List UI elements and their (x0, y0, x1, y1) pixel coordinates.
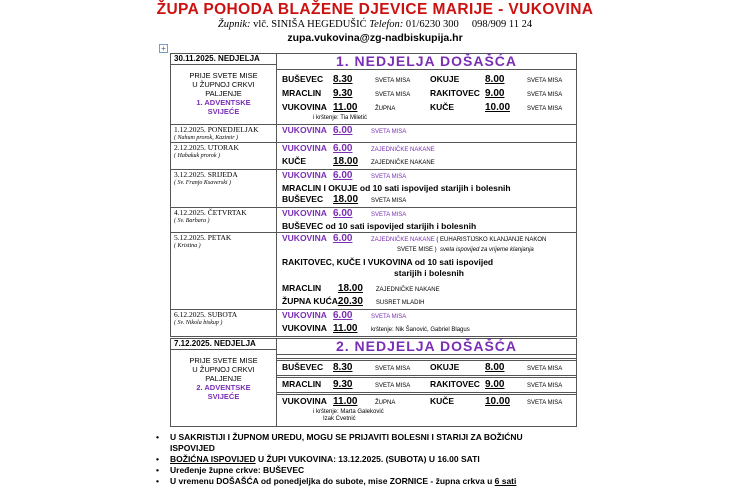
description: SVETA MISA (525, 377, 576, 394)
pastor-name: vlč. SINIŠA HEGEDUŠIĆ (253, 19, 367, 30)
mass-row (277, 156, 576, 169)
description: SVETA MISA (527, 106, 563, 112)
time: 11.00 (333, 394, 373, 410)
thursday-row (171, 208, 577, 233)
time: 9.30 (333, 377, 373, 394)
place: RAKITOVEC (430, 88, 480, 98)
wednesday-row (171, 170, 577, 208)
confession-line: BUŠEVEC od 10 sati ispovijed starijih i bolesnih (282, 221, 477, 231)
description: SVETA MISA (373, 377, 425, 394)
wednesday-date: 3.12.2025. SRIJEDA (174, 170, 238, 179)
description: ZAJEDNIČKE NAKANE (371, 160, 435, 166)
place: OKUJE (430, 74, 460, 84)
week2-right (277, 338, 577, 427)
tuesday-grid (277, 143, 576, 169)
week2-baptism-note: i krštenje: Marta Galeković (313, 409, 384, 415)
place: ŽUPNA KUĆA (282, 296, 338, 306)
description (369, 233, 576, 246)
time: 9.00 (485, 377, 525, 394)
label-line: PRIJE SVETE MISE (189, 71, 258, 80)
wednesday-saint: ( Sv. Franjo Ksaverski ) (174, 180, 232, 186)
description: SVETA MISA (527, 78, 563, 84)
confession-line: RAKITOVEC, KUČE I VUKOVINA od 10 sati ispovijed (282, 257, 494, 267)
phone-1: 01/6230 300 (405, 19, 459, 30)
place: VUKOVINA (277, 394, 333, 410)
place: VUKOVINA (282, 102, 327, 112)
bullet-icon: • (156, 454, 159, 464)
place: VUKOVINA (282, 125, 327, 135)
announcement-item (150, 454, 590, 465)
description: SVETA MISA (525, 360, 576, 377)
time: 10.00 (485, 394, 525, 410)
time: 6.00 (333, 170, 353, 181)
week1-label (171, 65, 276, 116)
mass-row (277, 233, 576, 246)
thursday-saint: ( Sv. Barbara ) (174, 218, 210, 224)
description-extra: ( EUHARISTIJSKO KLANJANJE NAKON (436, 237, 547, 243)
place: RAKITOVEC (425, 377, 485, 394)
mass-row (277, 394, 576, 410)
pastor-label: Župnik: (217, 19, 251, 30)
description: SVETA MISA (371, 198, 407, 204)
description: SVETA MISA (525, 394, 576, 410)
label-line: SVIJEĆE (207, 392, 240, 401)
phone-2: 098/909 11 24 (471, 19, 533, 30)
wednesday-grid-2 (277, 194, 576, 207)
week1-baptism-note: i krštenje: Tia Miletić (313, 115, 368, 121)
description: SUSRET MLADIH (375, 300, 425, 306)
label-line: PALJENJE (205, 89, 242, 98)
description: SVETA MISA (375, 92, 411, 98)
monday-date: 1.12.2025. PONEDJELJAK (174, 125, 259, 134)
announcements-list (150, 432, 590, 487)
description: krštenje: Nik Šanović, Gabriel Blagus (371, 327, 470, 333)
description: SVETA MISA (527, 92, 563, 98)
label-line: 1. ADVENTSKE (196, 98, 251, 107)
place: VUKOVINA (282, 233, 327, 243)
thursday-date: 4.12.2025. ČETVRTAK (174, 208, 247, 217)
place: BUŠEVEC (282, 74, 324, 84)
mass-row (277, 101, 576, 115)
tuesday-left (171, 143, 277, 170)
announcement-item (150, 476, 590, 487)
place: OKUJE (425, 360, 485, 377)
monday-left (171, 125, 277, 143)
friday-right (277, 233, 577, 310)
week2-row (171, 338, 577, 427)
description: SVETA MISA (371, 212, 407, 218)
week1-heading: 1. NEDJELJA DOŠAŠĆA (277, 54, 576, 70)
place: KUČE (282, 156, 307, 166)
tuesday-date: 2.12.2025. UTORAK (174, 143, 239, 152)
announcement-text: U ŽUPI VUKOVINA: 13.12.2025. (SUBOTA) U 16.00 SATI (255, 454, 480, 464)
time: 6.00 (333, 143, 353, 154)
week2-mass-grid (277, 358, 576, 409)
time: 10.00 (485, 102, 511, 113)
saturday-grid (277, 310, 576, 336)
week2-heading: 2. NEDJELJA DOŠAŠĆA (277, 339, 576, 355)
page-header (0, 0, 750, 45)
week2-baptism-note-2: Izak Cvetnić (323, 416, 356, 422)
place: MRACLIN (282, 88, 322, 98)
mass-row (277, 87, 576, 101)
announcement-highlight: 6 sati (494, 476, 517, 486)
thursday-right (277, 208, 577, 233)
place: KUČE (425, 394, 485, 410)
place: VUKOVINA (282, 323, 327, 333)
time: 6.00 (333, 208, 353, 219)
confession-line: MRACLIN I OKUJE od 10 sati ispovijed starijih i bolesnih (282, 183, 511, 193)
mass-row (277, 377, 576, 394)
friday-adoration-note (277, 246, 576, 254)
time: 6.00 (333, 125, 353, 136)
description: ZAJEDNIČKE NAKANE (375, 287, 440, 293)
mass-row (277, 73, 576, 87)
description: SVETA MISA (373, 360, 425, 377)
mass-row (277, 296, 576, 309)
description: ŽUPNA (375, 106, 396, 112)
saturday-row (171, 310, 577, 338)
description: ŽUPNA (373, 394, 425, 410)
place: MRACLIN (277, 377, 333, 394)
tuesday-right (277, 143, 577, 170)
announcement-text: U SAKRISTIJI I ŽUPNOM UREDU, MOGU SE PRIJAVITI BOLESNI I STARIJI ZA BOŽIĆNU (170, 432, 523, 442)
place: KUČE (430, 102, 455, 112)
parish-title: ŽUPA POHODA BLAŽENE DJEVICE MARIJE - VUKOVINA (156, 1, 594, 18)
monday-row (171, 125, 577, 143)
time: 8.30 (333, 360, 373, 377)
time: 11.00 (333, 323, 358, 334)
time: 11.00 (333, 102, 358, 113)
phone-label: Telefon: (369, 19, 404, 30)
bullet-icon: • (156, 476, 159, 486)
monday-saint: ( Nahum prorok, Kazimir ) (174, 135, 239, 141)
wednesday-grid (277, 170, 576, 183)
label-line: PRIJE SVETE MISE (189, 356, 258, 365)
saturday-date: 6.12.2025. SUBOTA (174, 310, 238, 319)
week2-date: 7.12.2025. NEDJELJA (171, 339, 276, 350)
label-line: 2. ADVENTSKE (196, 383, 251, 392)
place: VUKOVINA (282, 170, 327, 180)
wednesday-right (277, 170, 577, 208)
announcement-item (150, 465, 590, 476)
mass-row (277, 194, 576, 207)
friday-left (171, 233, 277, 310)
description: SVETA MISA (371, 174, 407, 180)
saturday-left (171, 310, 277, 338)
mass-row (277, 310, 576, 323)
description: SVETA MISA (375, 78, 411, 84)
time: 20.30 (337, 296, 363, 307)
confession-during-adoration: sveta ispovijed za vrijeme klanjanja (440, 247, 534, 253)
mass-row (277, 125, 576, 138)
label-line: U ŽUPNOJ CRKVI (192, 80, 255, 89)
mass-row (277, 283, 576, 296)
time: 18.00 (333, 194, 359, 205)
wednesday-left (171, 170, 277, 208)
description-main: ZAJEDNIČKE NAKANE (371, 237, 435, 243)
time: 9.30 (333, 88, 353, 99)
description: SVETA MISA (371, 314, 407, 320)
friday-saint: ( Kristina ) (174, 243, 201, 249)
label-line: PALJENJE (205, 374, 242, 383)
time: 9.00 (485, 88, 505, 99)
place: VUKOVINA (282, 208, 327, 218)
place: BUŠEVEC (277, 360, 333, 377)
friday-grid-2 (277, 283, 576, 309)
week1-row (171, 54, 577, 125)
place: BUŠEVEC (282, 194, 324, 204)
label-line: U ŽUPNOJ CRKVI (192, 365, 255, 374)
place: VUKOVINA (282, 310, 327, 320)
saturday-saint: ( Sv. Nikola biskup ) (174, 320, 223, 326)
table-move-handle-icon[interactable]: + (159, 44, 168, 53)
tuesday-row (171, 143, 577, 170)
mass-row (277, 170, 576, 183)
mass-row (277, 360, 576, 377)
friday-grid (277, 233, 576, 246)
week1-right (277, 54, 577, 125)
place: VUKOVINA (282, 143, 327, 153)
tuesday-saint: ( Habakuk prorok ) (174, 153, 221, 159)
mass-row (277, 208, 576, 221)
description: SVETA MISA (371, 129, 407, 135)
announcement-item (150, 432, 590, 454)
mass-row (277, 143, 576, 156)
thursday-left (171, 208, 277, 233)
friday-row (171, 233, 577, 310)
bullet-icon: • (156, 465, 159, 475)
time: 18.00 (337, 283, 363, 294)
label-line: SVIJEĆE (207, 107, 240, 116)
time: 6.00 (333, 310, 353, 321)
contact-line (0, 18, 750, 31)
description-extra: SVETE MISE ) (397, 247, 437, 253)
announcement-text: Uređenje župne crkve: BUŠEVEC (170, 465, 305, 475)
week2-label (171, 350, 276, 401)
monday-grid (277, 125, 576, 138)
monday-right (277, 125, 577, 143)
schedule-table (170, 53, 577, 427)
time: 18.00 (333, 156, 359, 167)
time: 8.00 (485, 360, 525, 377)
place: MRACLIN (282, 283, 322, 293)
week1-left (171, 54, 277, 125)
time: 8.30 (333, 74, 353, 85)
description: ZAJEDNIČKE NAKANE (371, 147, 435, 153)
week2-left (171, 338, 277, 427)
announcement-highlight: BOŽIĆNA ISPOVIJED (170, 454, 256, 464)
confession-line-cont: starijih i bolesnih (394, 268, 464, 278)
week1-date: 30.11.2025. NEDJELJA (171, 54, 276, 65)
time: 8.00 (485, 74, 505, 85)
thursday-grid (277, 208, 576, 221)
mass-row (277, 323, 576, 336)
saturday-right (277, 310, 577, 338)
time: 6.00 (333, 233, 353, 244)
email[interactable]: zupa.vukovina@zg-nadbiskupija.hr (287, 32, 463, 44)
announcement-text: U vremenu DOŠAŠĆA od ponedjeljka do subote, mise ZORNICE - župna crkva u (170, 476, 495, 486)
week1-mass-grid (277, 73, 576, 115)
friday-date: 5.12.2025. PETAK (174, 233, 232, 242)
bullet-icon: • (156, 432, 159, 442)
announcement-text: ISPOVIJED (170, 443, 215, 453)
